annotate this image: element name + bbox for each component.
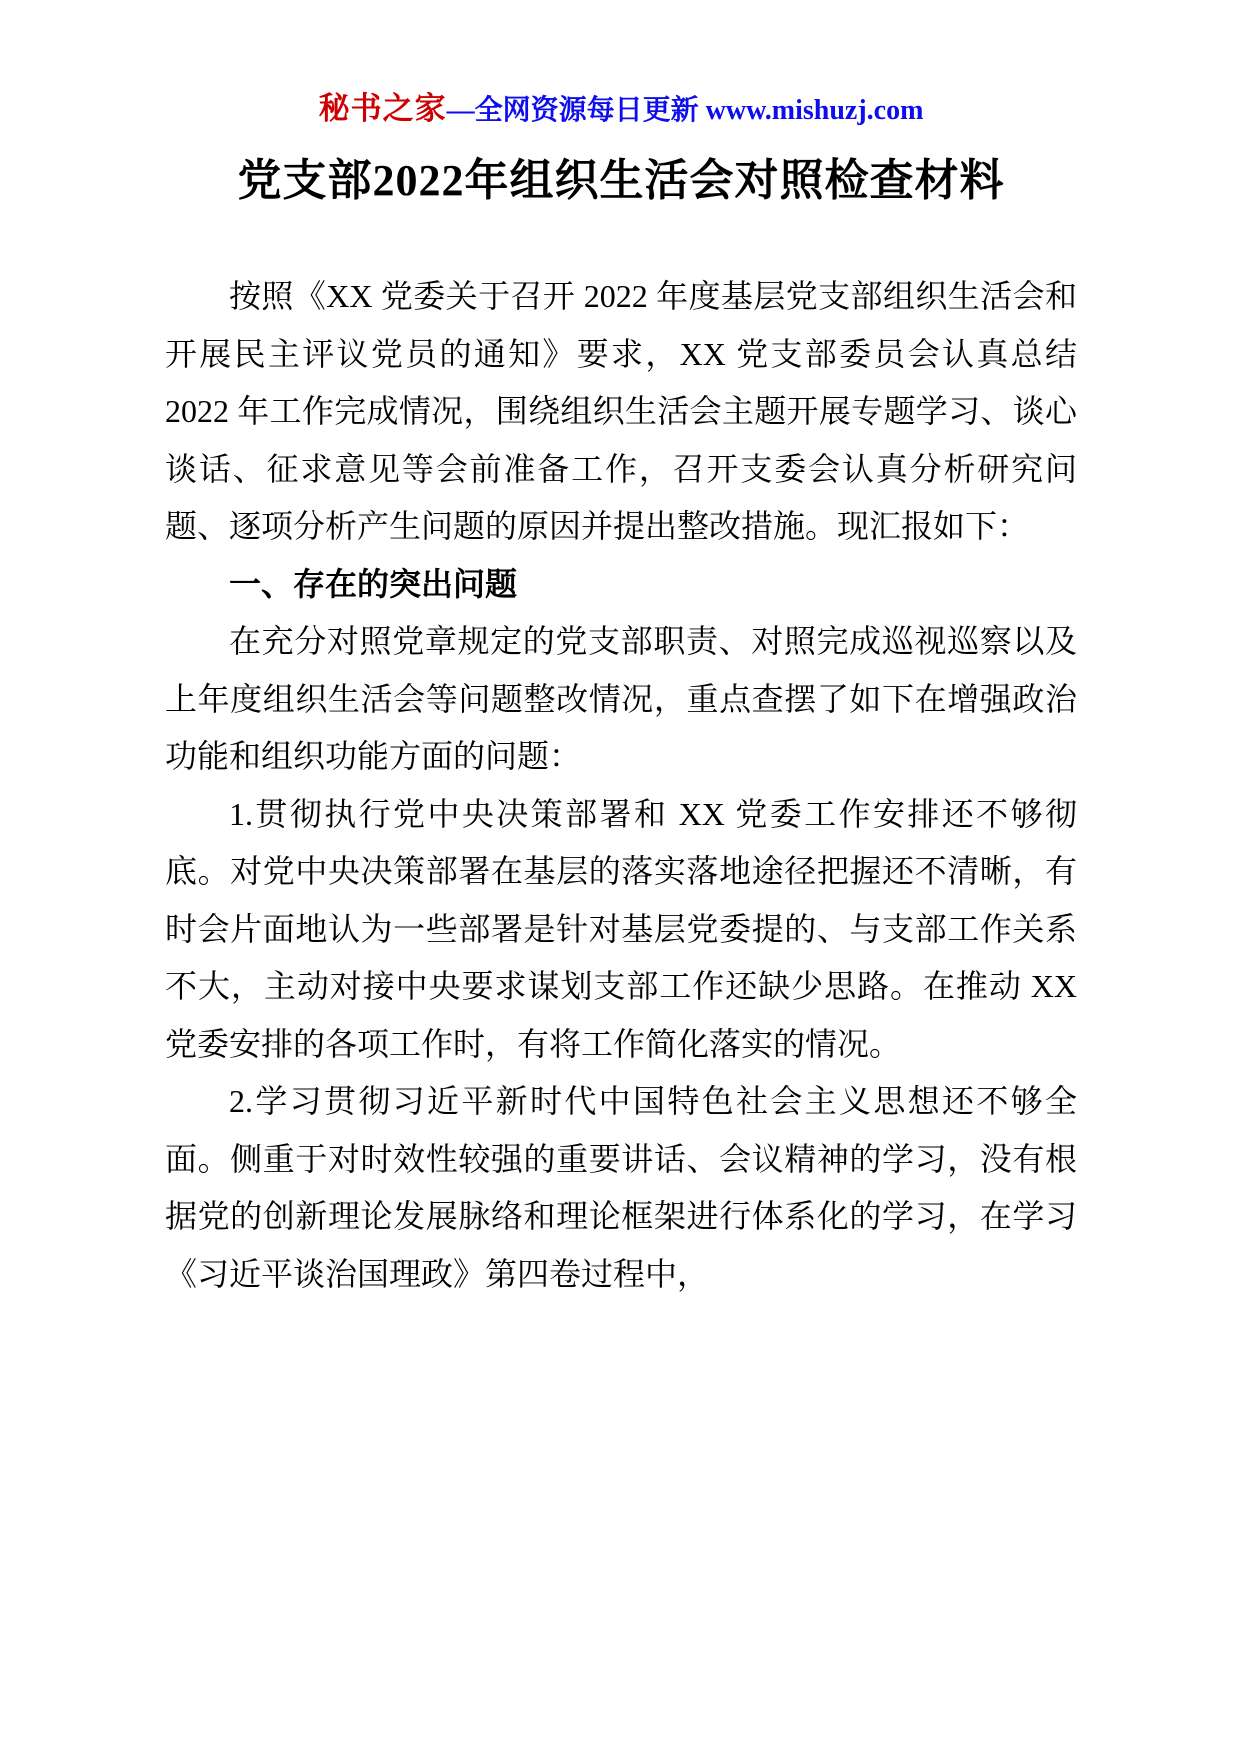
document-title: 党支部2022年组织生活会对照检查材料	[237, 156, 1005, 205]
header-tagline: —全网资源每日更新	[446, 95, 706, 126]
issue-1-paragraph: 1.贯彻执行党中央决策部署和 XX 党委工作安排还不够彻底。对党中央决策部署在基层的落实落地途径把握还不清晰，有时会片面地认为一些部署是针对基层党委提的、与支部工作关系不大，主动对接中央要求谋划支部工作还缺少思路。在推动 XX 党委安排的各项工作时，有将工作简化落实的情况。	[165, 795, 1077, 1062]
section-heading: 一、存在的突出问题	[229, 565, 518, 602]
issue-2-paragraph: 2.学习贯彻习近平新时代中国特色社会主义思想还不够全面。侧重于对时效性较强的重要讲话、会议精神的学习，没有根据党的创新理论发展脉络和理论框架进行体系化的学习，在学习《习近平谈治国理政》第四卷过程中，	[165, 1083, 1077, 1292]
page-header	[165, 88, 1077, 136]
intro-paragraph: 按照《XX 党委关于召开 2022 年度基层党支部组织生活会和开展民主评议党员的通知》要求，XX 党支部委员会认真总结 2022 年工作完成情况，围绕组织生活会主题开展专题学习、谈心谈话、征求意见等会前准备工作，召开支委会认真分析研究问题、逐项分析产生问题的原因并提出整改措施。现汇报如下：	[165, 278, 1077, 544]
overview-paragraph: 在充分对照党章规定的党支部职责、对照完成巡视巡察以及上年度组织生活会等问题整改情况，重点查摆了如下在增强政治功能和组织功能方面的问题：	[165, 623, 1077, 774]
document-body	[165, 268, 1077, 1303]
site-url-link[interactable]: www.mishuzj.com	[705, 95, 924, 126]
site-name: 秘书之家	[318, 91, 447, 126]
